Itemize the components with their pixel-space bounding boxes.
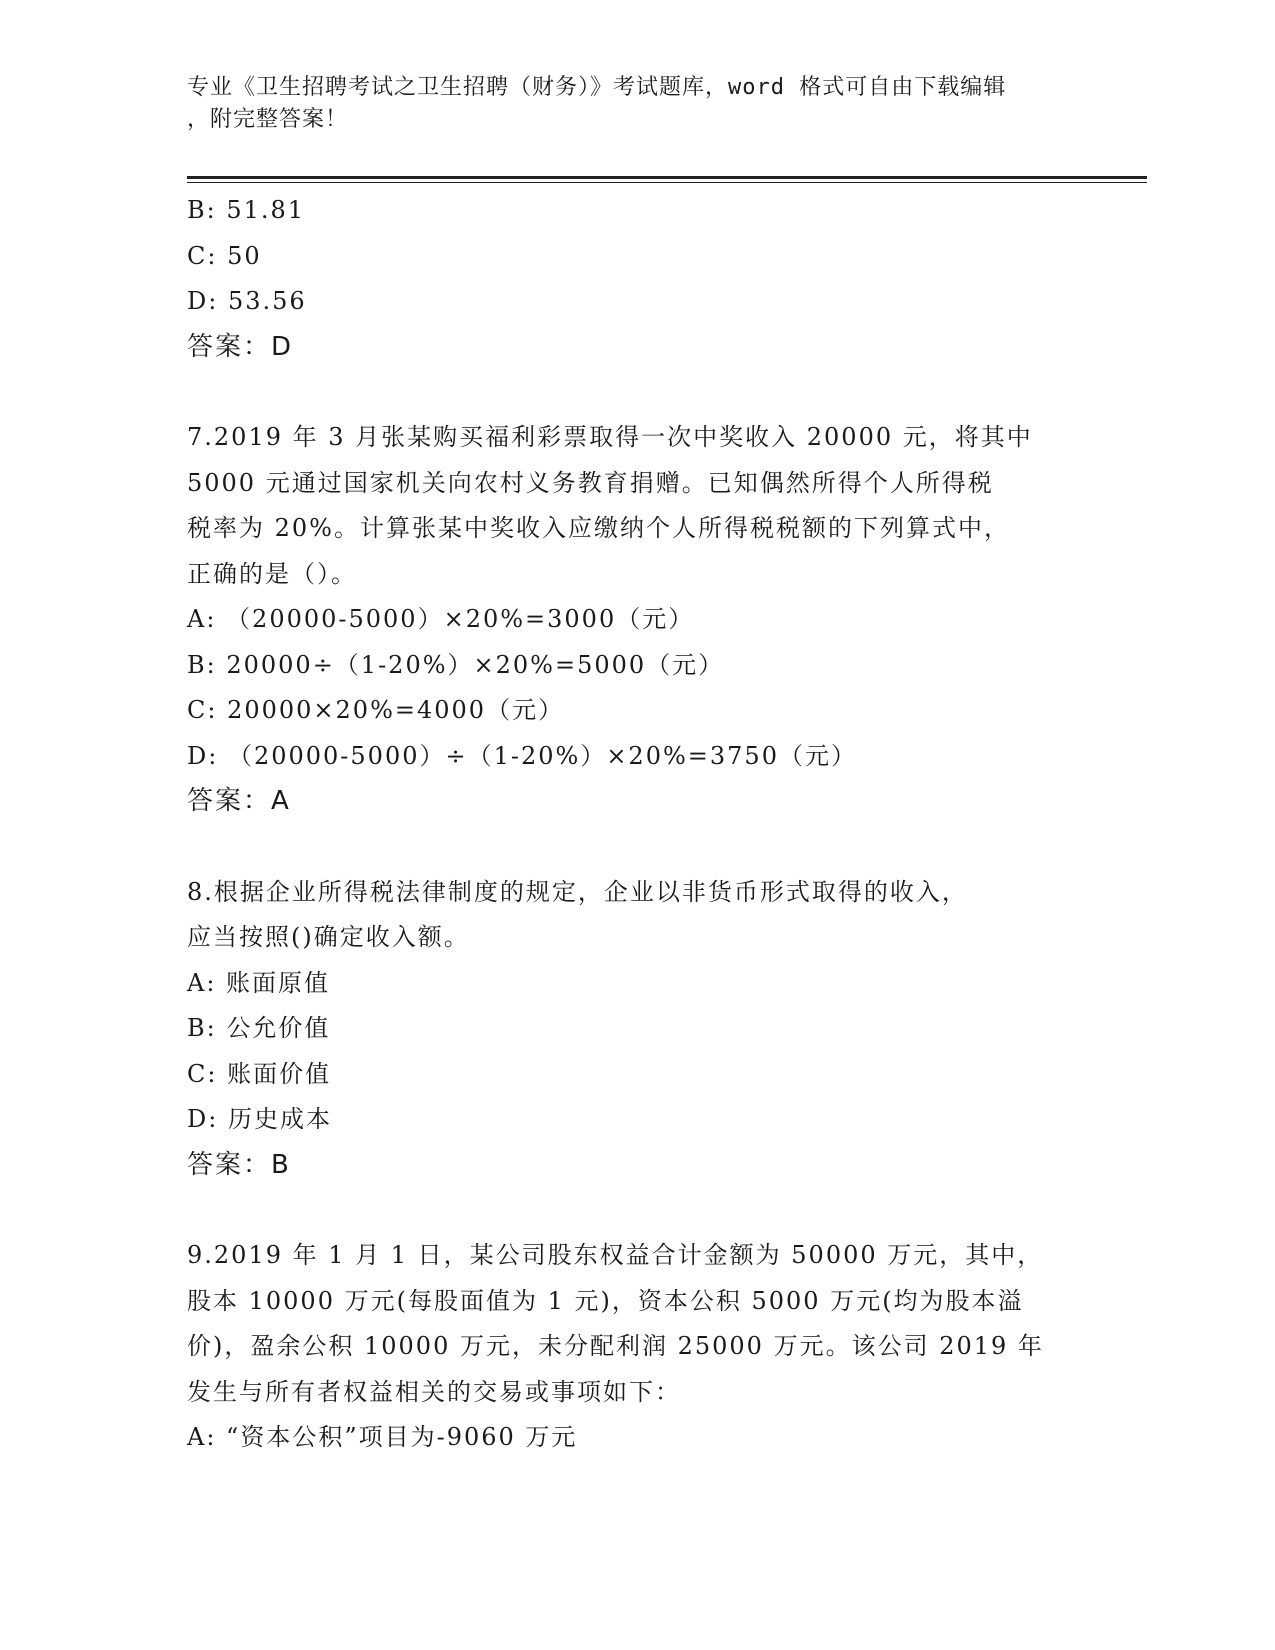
question-6-tail [187, 188, 1087, 370]
q7-stem-line-4: 正确的是（）。 [187, 559, 357, 588]
q7-answer: 答案：A [187, 786, 291, 816]
q7-stem-line-3: 税率为 20%。计算张某中奖收入应缴纳个人所得税税额的下列算式中， [187, 514, 1010, 542]
spacer [187, 825, 1087, 870]
question-9 [187, 1233, 1087, 1461]
q7-option-b: B: 20000÷（1-20%）×20%=5000（元） [187, 650, 725, 679]
header-divider-thick [187, 176, 1147, 179]
header-line-1: 专业《卫生招聘考试之卫生招聘（财务）》考试题库，word 格式可自由下载编辑 [187, 75, 1007, 100]
q8-option-b: B: 公允价值 [187, 1014, 331, 1042]
q8-answer: 答案：B [187, 1149, 291, 1180]
q7-option-a: A: （20000-5000）×20%=3000（元） [187, 605, 695, 633]
q9-stem-line-1: 9.2019 年 1 月 1 日，某公司股东权益合计金额为 50000 万元，其中， [187, 1241, 1044, 1269]
q9-stem-line-3: 价)，盈余公积 10000 万元，未分配利润 25000 万元。该公司 2019 年 [187, 1332, 1044, 1360]
q6-option-b: B: 51.81 [187, 196, 306, 224]
q7-option-c: C: 20000×20%=4000（元） [187, 696, 565, 724]
q9-stem-line-4: 发生与所有者权益相关的交易或事项如下： [187, 1377, 681, 1406]
q7-stem-line-1: 7.2019 年 3 月张某购买福利彩票取得一次中奖收入 20000 元，将其中 [187, 423, 1033, 451]
q7-stem-line-2: 5000 元通过国家机关向农村义务教育捐赠。已知偶然所得个人所得税 [187, 468, 994, 497]
page-header [187, 72, 1087, 136]
q9-option-a: A: “资本公积”项目为-9060 万元 [187, 1423, 578, 1451]
q8-option-c: C: 账面价值 [187, 1059, 332, 1088]
question-7 [187, 415, 1087, 825]
header-line-2: ，附完整答案！ [187, 107, 349, 132]
q6-option-c: C: 50 [187, 241, 262, 270]
q9-stem-line-2: 股本 10000 万元(每股面值为 1 元)，资本公积 5000 万元(均为股本溢 [187, 1286, 1024, 1315]
q8-stem-line-2: 应当按照()确定收入额。 [187, 923, 470, 951]
question-content [187, 188, 1087, 1461]
spacer [187, 370, 1087, 415]
q6-option-d: D: 53.56 [187, 287, 307, 315]
spacer [187, 1188, 1087, 1233]
q8-option-a: A: 账面原值 [187, 968, 331, 997]
q8-stem-line-1: 8.根据企业所得税法律制度的规定，企业以非货币形式取得的收入， [187, 877, 968, 906]
header-divider-thin [187, 182, 1147, 183]
q8-option-d: D: 历史成本 [187, 1105, 332, 1133]
q6-answer: 答案：D [187, 331, 294, 362]
question-8 [187, 870, 1087, 1189]
q7-option-d: D: （20000-5000）÷（1-20%）×20%=3750（元） [187, 741, 857, 770]
